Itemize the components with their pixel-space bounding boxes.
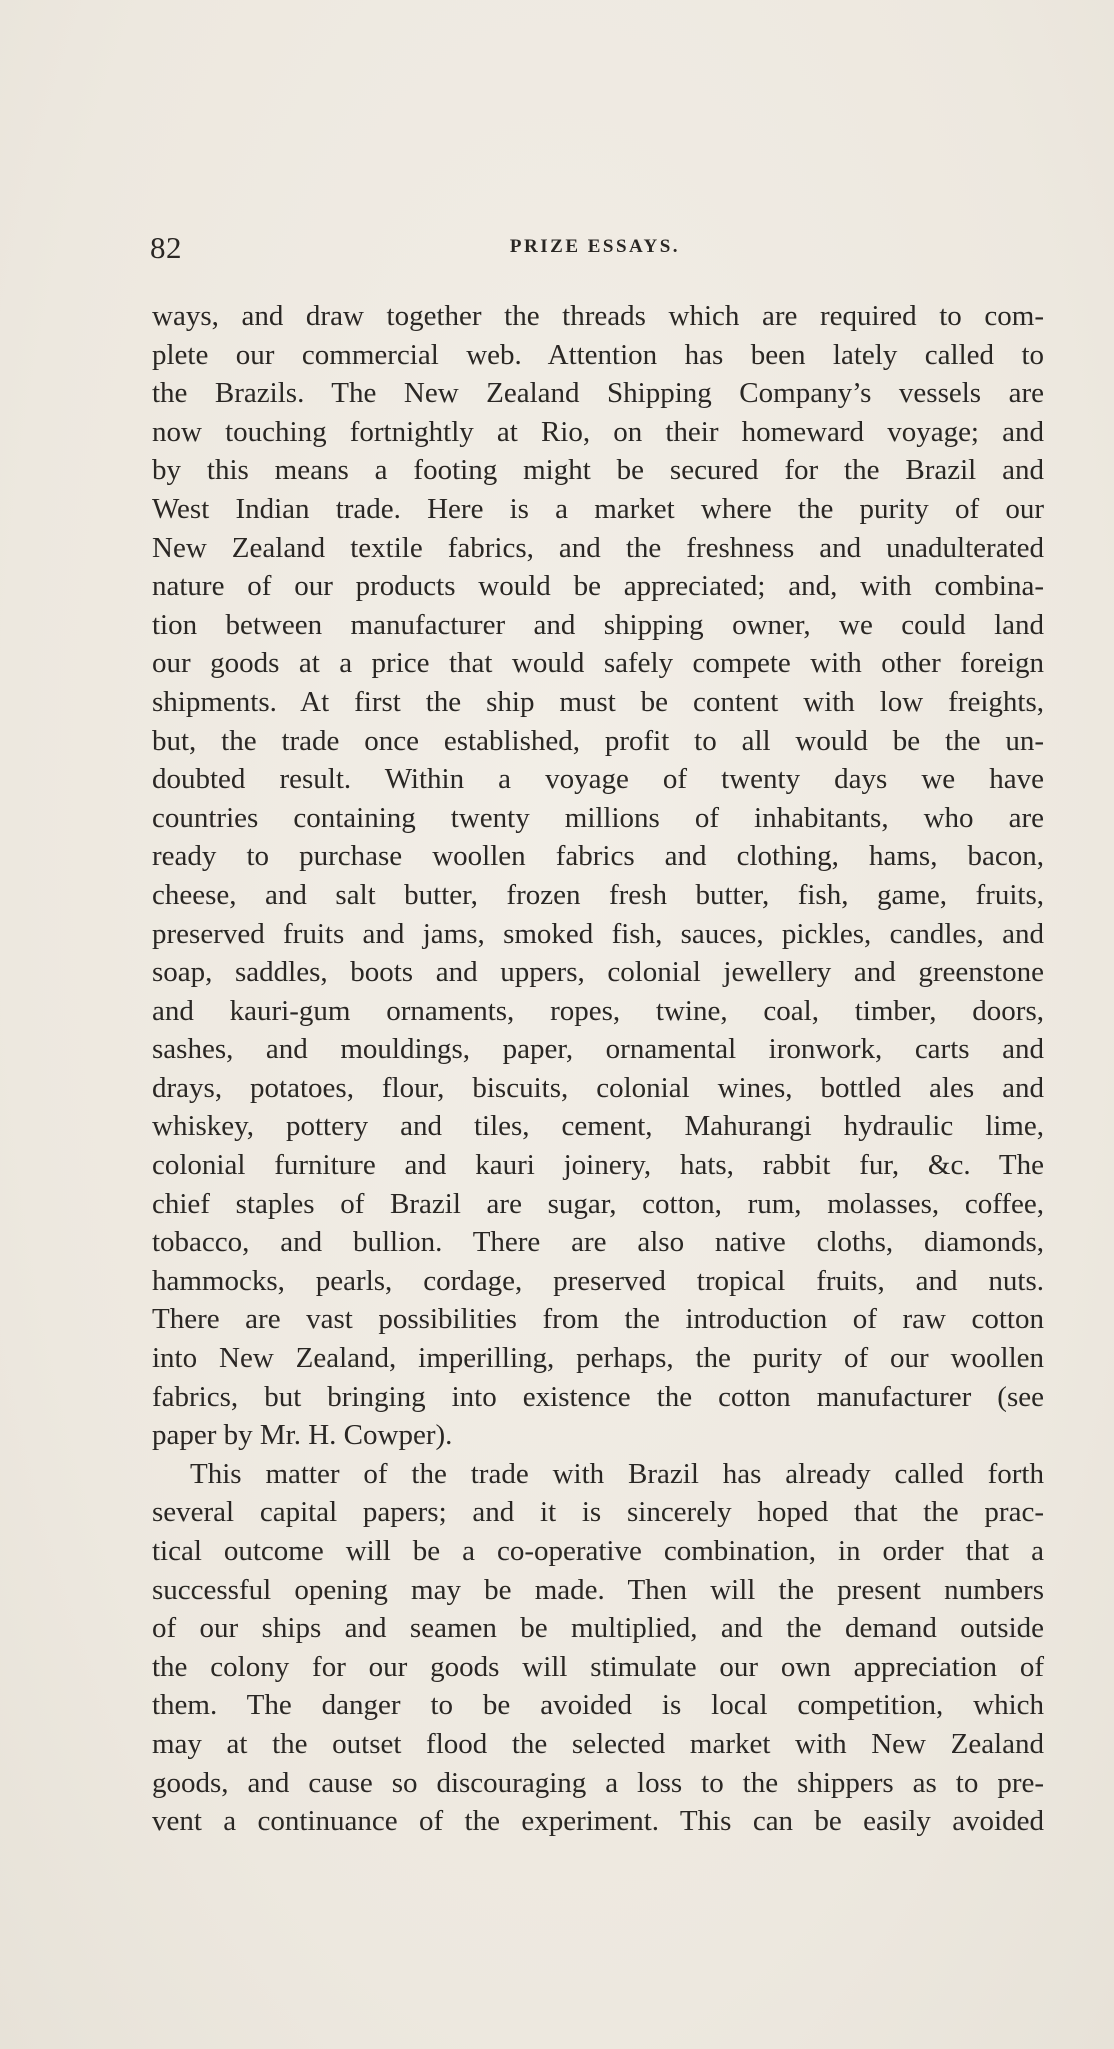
text-line: the Brazils. The New Zealand Shipping Company’s vessels are [152,377,1044,410]
text-line: countries containing twenty millions of inhabitants, who are [152,801,1044,834]
text-line: tobacco, and bullion. There are also native cloths, diamonds, [152,1226,1044,1259]
text-line: fabrics, but bringing into existence the cotton manufacturer (see [152,1380,1044,1413]
text-line: our goods at a price that would safely compete with other foreign [152,647,1044,680]
paragraph-end-line: paper by Mr. H. Cowper). [152,1419,453,1452]
text-line: ready to purchase woollen fabrics and clothing, hams, bacon, [152,840,1044,873]
running-head: PRIZE ESSAYS. [509,236,681,257]
text-line: sashes, and mouldings, paper, ornamental ironwork, carts and [152,1033,1044,1066]
text-line: tion between manufacturer and shipping owner, we could land [152,608,1044,641]
text-line: by this means a footing might be secured for the Brazil and [152,454,1044,487]
text-line: New Zealand textile fabrics, and the freshness and unadulterated [152,531,1044,564]
text-line: There are vast possibilities from the introduction of raw cotton [152,1303,1044,1336]
text-line: plete our commercial web. Attention has been lately called to [152,338,1044,371]
text-line: goods, and cause so discouraging a loss to the shippers as to pre- [152,1766,1044,1799]
text-line: shipments. At first the ship must be content with low freights, [152,685,1044,718]
text-line: chief staples of Brazil are sugar, cotton, rum, molasses, coffee, [152,1187,1044,1220]
text-line: them. The danger to be avoided is local competition, which [152,1689,1044,1722]
text-line: the colony for our goods will stimulate our own appreciation of [152,1650,1044,1683]
text-line: ways, and draw together the threads which are required to com- [152,300,1044,332]
page-header [150,230,1040,264]
text-line: several capital papers; and it is sincerely hoped that the prac- [152,1496,1044,1529]
page-number: 82 [150,230,182,265]
text-line: colonial furniture and kauri joinery, hats, rabbit fur, &c. The [152,1149,1044,1182]
text-line: doubted result. Within a voyage of twenty days we have [152,763,1044,796]
text-line: now touching fortnightly at Rio, on their homeward voyage; and [152,415,1044,448]
text-line: cheese, and salt butter, frozen fresh butter, fish, game, fruits, [152,878,1044,911]
text-line: may at the outset flood the selected market with New Zealand [152,1727,1044,1760]
text-line: hammocks, pearls, cordage, preserved tropical fruits, and nuts. [152,1264,1044,1297]
text-line: drays, potatoes, flour, biscuits, colonial wines, bottled ales and [152,1071,1044,1104]
body-text [152,297,1044,1841]
text-line: but, the trade once established, profit to all would be the un- [152,724,1044,757]
text-line: nature of our products would be appreciated; and, with combina- [152,570,1044,603]
paragraph-start-line: This matter of the trade with Brazil has already called forth [190,1457,1044,1490]
text-line: preserved fruits and jams, smoked fish, sauces, pickles, candles, and [152,917,1044,950]
text-line: into New Zealand, imperilling, perhaps, the purity of our woollen [152,1342,1044,1375]
text-line: soap, saddles, boots and uppers, colonial jewellery and greenstone [152,956,1044,989]
text-line: whiskey, pottery and tiles, cement, Mahurangi hydraulic lime, [152,1110,1044,1143]
text-line: tical outcome will be a co-operative combination, in order that a [152,1535,1044,1567]
text-line: vent a continuance of the experiment. This can be easily avoided [152,1805,1044,1838]
text-line: successful opening may be made. Then will the present numbers [152,1573,1044,1606]
text-line: of our ships and seamen be multiplied, and the demand outside [152,1612,1044,1645]
text-line: West Indian trade. Here is a market where the purity of our [152,492,1044,525]
text-line: and kauri-gum ornaments, ropes, twine, coal, timber, doors, [152,994,1044,1027]
